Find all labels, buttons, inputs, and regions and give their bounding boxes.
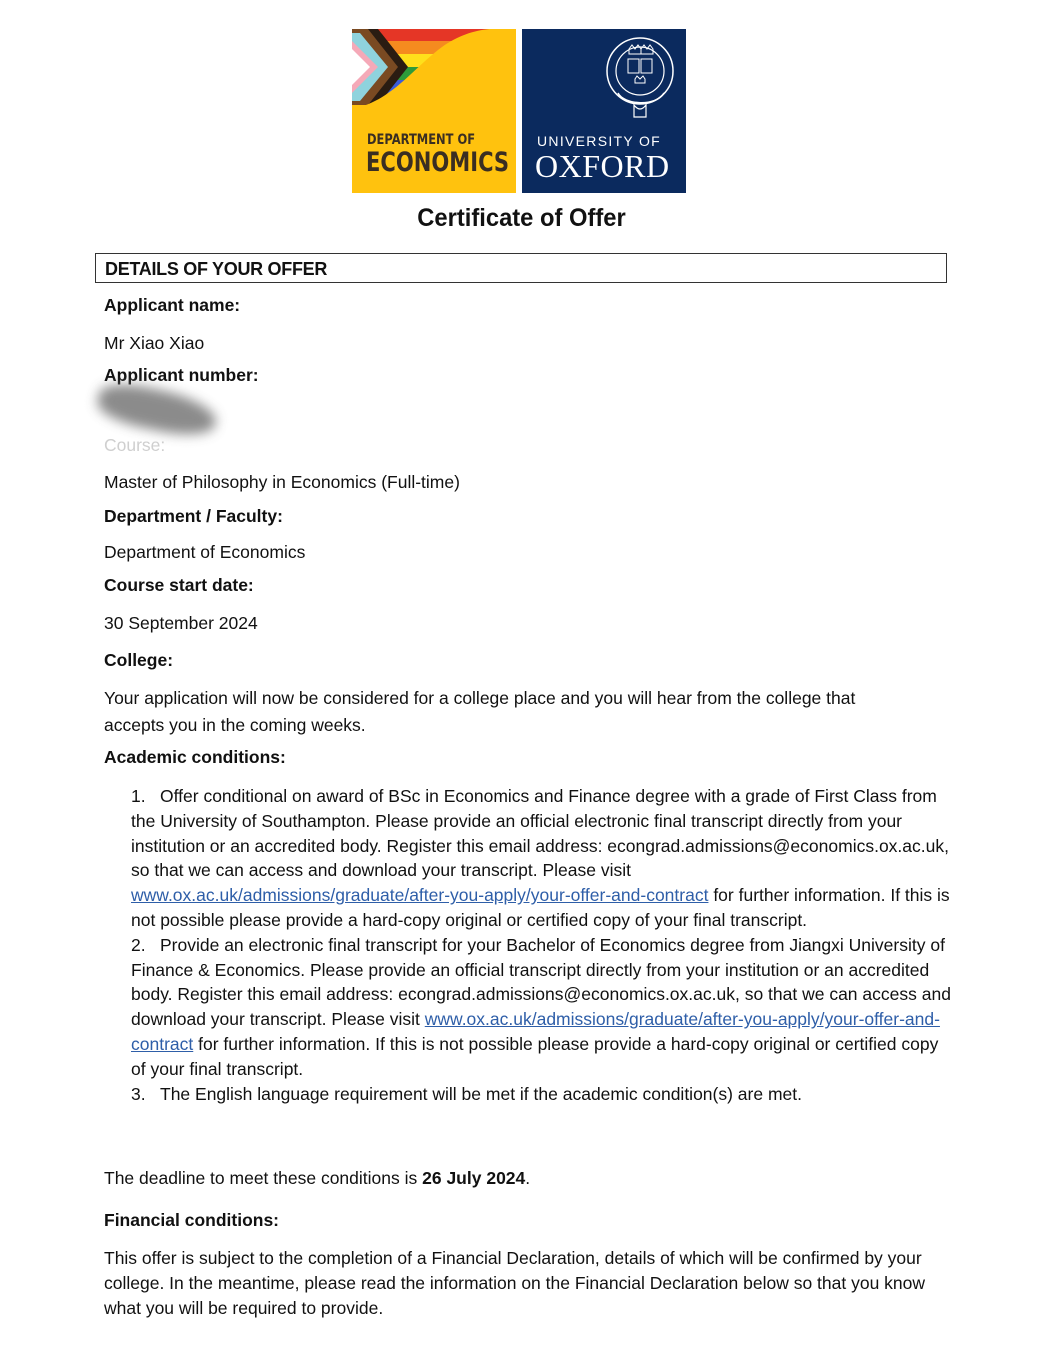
department-label: Department / Faculty:	[104, 506, 283, 526]
college-label: College:	[104, 650, 174, 670]
economics-logo-line1: DEPARTMENT OF	[367, 132, 476, 148]
oxford-logo-line2: OXFORD	[535, 148, 670, 184]
course-label: Course:	[104, 435, 166, 455]
section-header-box	[95, 253, 947, 283]
oxford-university-logo	[522, 29, 686, 193]
section-header: DETAILS OF YOUR OFFER	[105, 259, 328, 279]
condition-item: 2. Provide an electronic final transcript for your Bachelor of Economics degree from Jiangxi University of Finance & Economics. Please provide an official transcript directly from your institution or an accredited body. Register this email address: econgrad.admissions@economics.ox.ac.uk, so that we can access and download your transcript. Please visit www.ox.ac.uk/admissions/graduate/after-you-apply/your-offer-and-contract for further information. If this is not possible please provide a hard-copy original or certified copy of your final transcript.	[131, 934, 951, 1079]
page-title: Certificate of Offer	[417, 204, 626, 232]
college-value-line2: accepts you in the coming weeks.	[104, 715, 366, 735]
condition-item: 1. Offer conditional on award of BSc in Economics and Finance degree with a grade of First Class from the University of Southampton. Please provide an official electronic final transcript directly from your institution or an accredited body. Register this email address: econgrad.admissions@economics.ox.ac.uk, so that we can access and download your transcript. Please visit www.ox.ac.uk/admissions/graduate/after-you-apply/your-offer-and-contract for further information. If this is not possible please provide a hard-copy original or certified copy of your final transcript.	[131, 786, 950, 930]
deadline-text: The deadline to meet these conditions is 26 July 2024.	[104, 1168, 531, 1188]
start-date-value: 30 September 2024	[104, 613, 258, 633]
applicant-name-label: Applicant name:	[104, 295, 241, 315]
applicant-name-value: Mr Xiao Xiao	[104, 333, 205, 353]
redacted-applicant-number	[94, 378, 220, 442]
economics-department-logo	[352, 29, 516, 193]
header-logos	[352, 29, 686, 193]
start-date-label: Course start date:	[104, 575, 254, 595]
applicant-number-label: Applicant number:	[104, 365, 259, 385]
academic-conditions-label: Academic conditions:	[104, 747, 286, 767]
offer-contract-link[interactable]: www.ox.ac.uk/admissions/graduate/after-you-apply/your-offer-and-contract	[131, 885, 709, 906]
department-value: Department of Economics	[104, 542, 306, 562]
college-value-line1: Your application will now be considered for a college place and you will hear from the college that	[104, 688, 856, 708]
condition-item: 3. The English language requirement will be met if the academic condition(s) are met.	[131, 1083, 802, 1104]
offer-contract-link[interactable]: www.ox.ac.uk/admissions/graduate/after-you-apply/your-offer-and-contract	[131, 1009, 940, 1054]
oxford-logo-line1: UNIVERSITY OF	[537, 133, 661, 149]
financial-conditions-label: Financial conditions:	[104, 1210, 280, 1230]
deadline-date: 26 July 2024	[422, 1168, 526, 1188]
course-value: Master of Philosophy in Economics (Full-time)	[104, 472, 460, 492]
economics-logo-line2: ECONOMICS	[366, 147, 510, 178]
academic-conditions-list	[131, 784, 951, 1106]
oxford-crest-icon	[604, 35, 676, 125]
financial-conditions-text: This offer is subject to the completion of a Financial Declaration, details of which will be confirmed by your college. In the meantime, please read the information on the Financial Declaration below so that you know what you will be required to provide.	[104, 1248, 926, 1318]
